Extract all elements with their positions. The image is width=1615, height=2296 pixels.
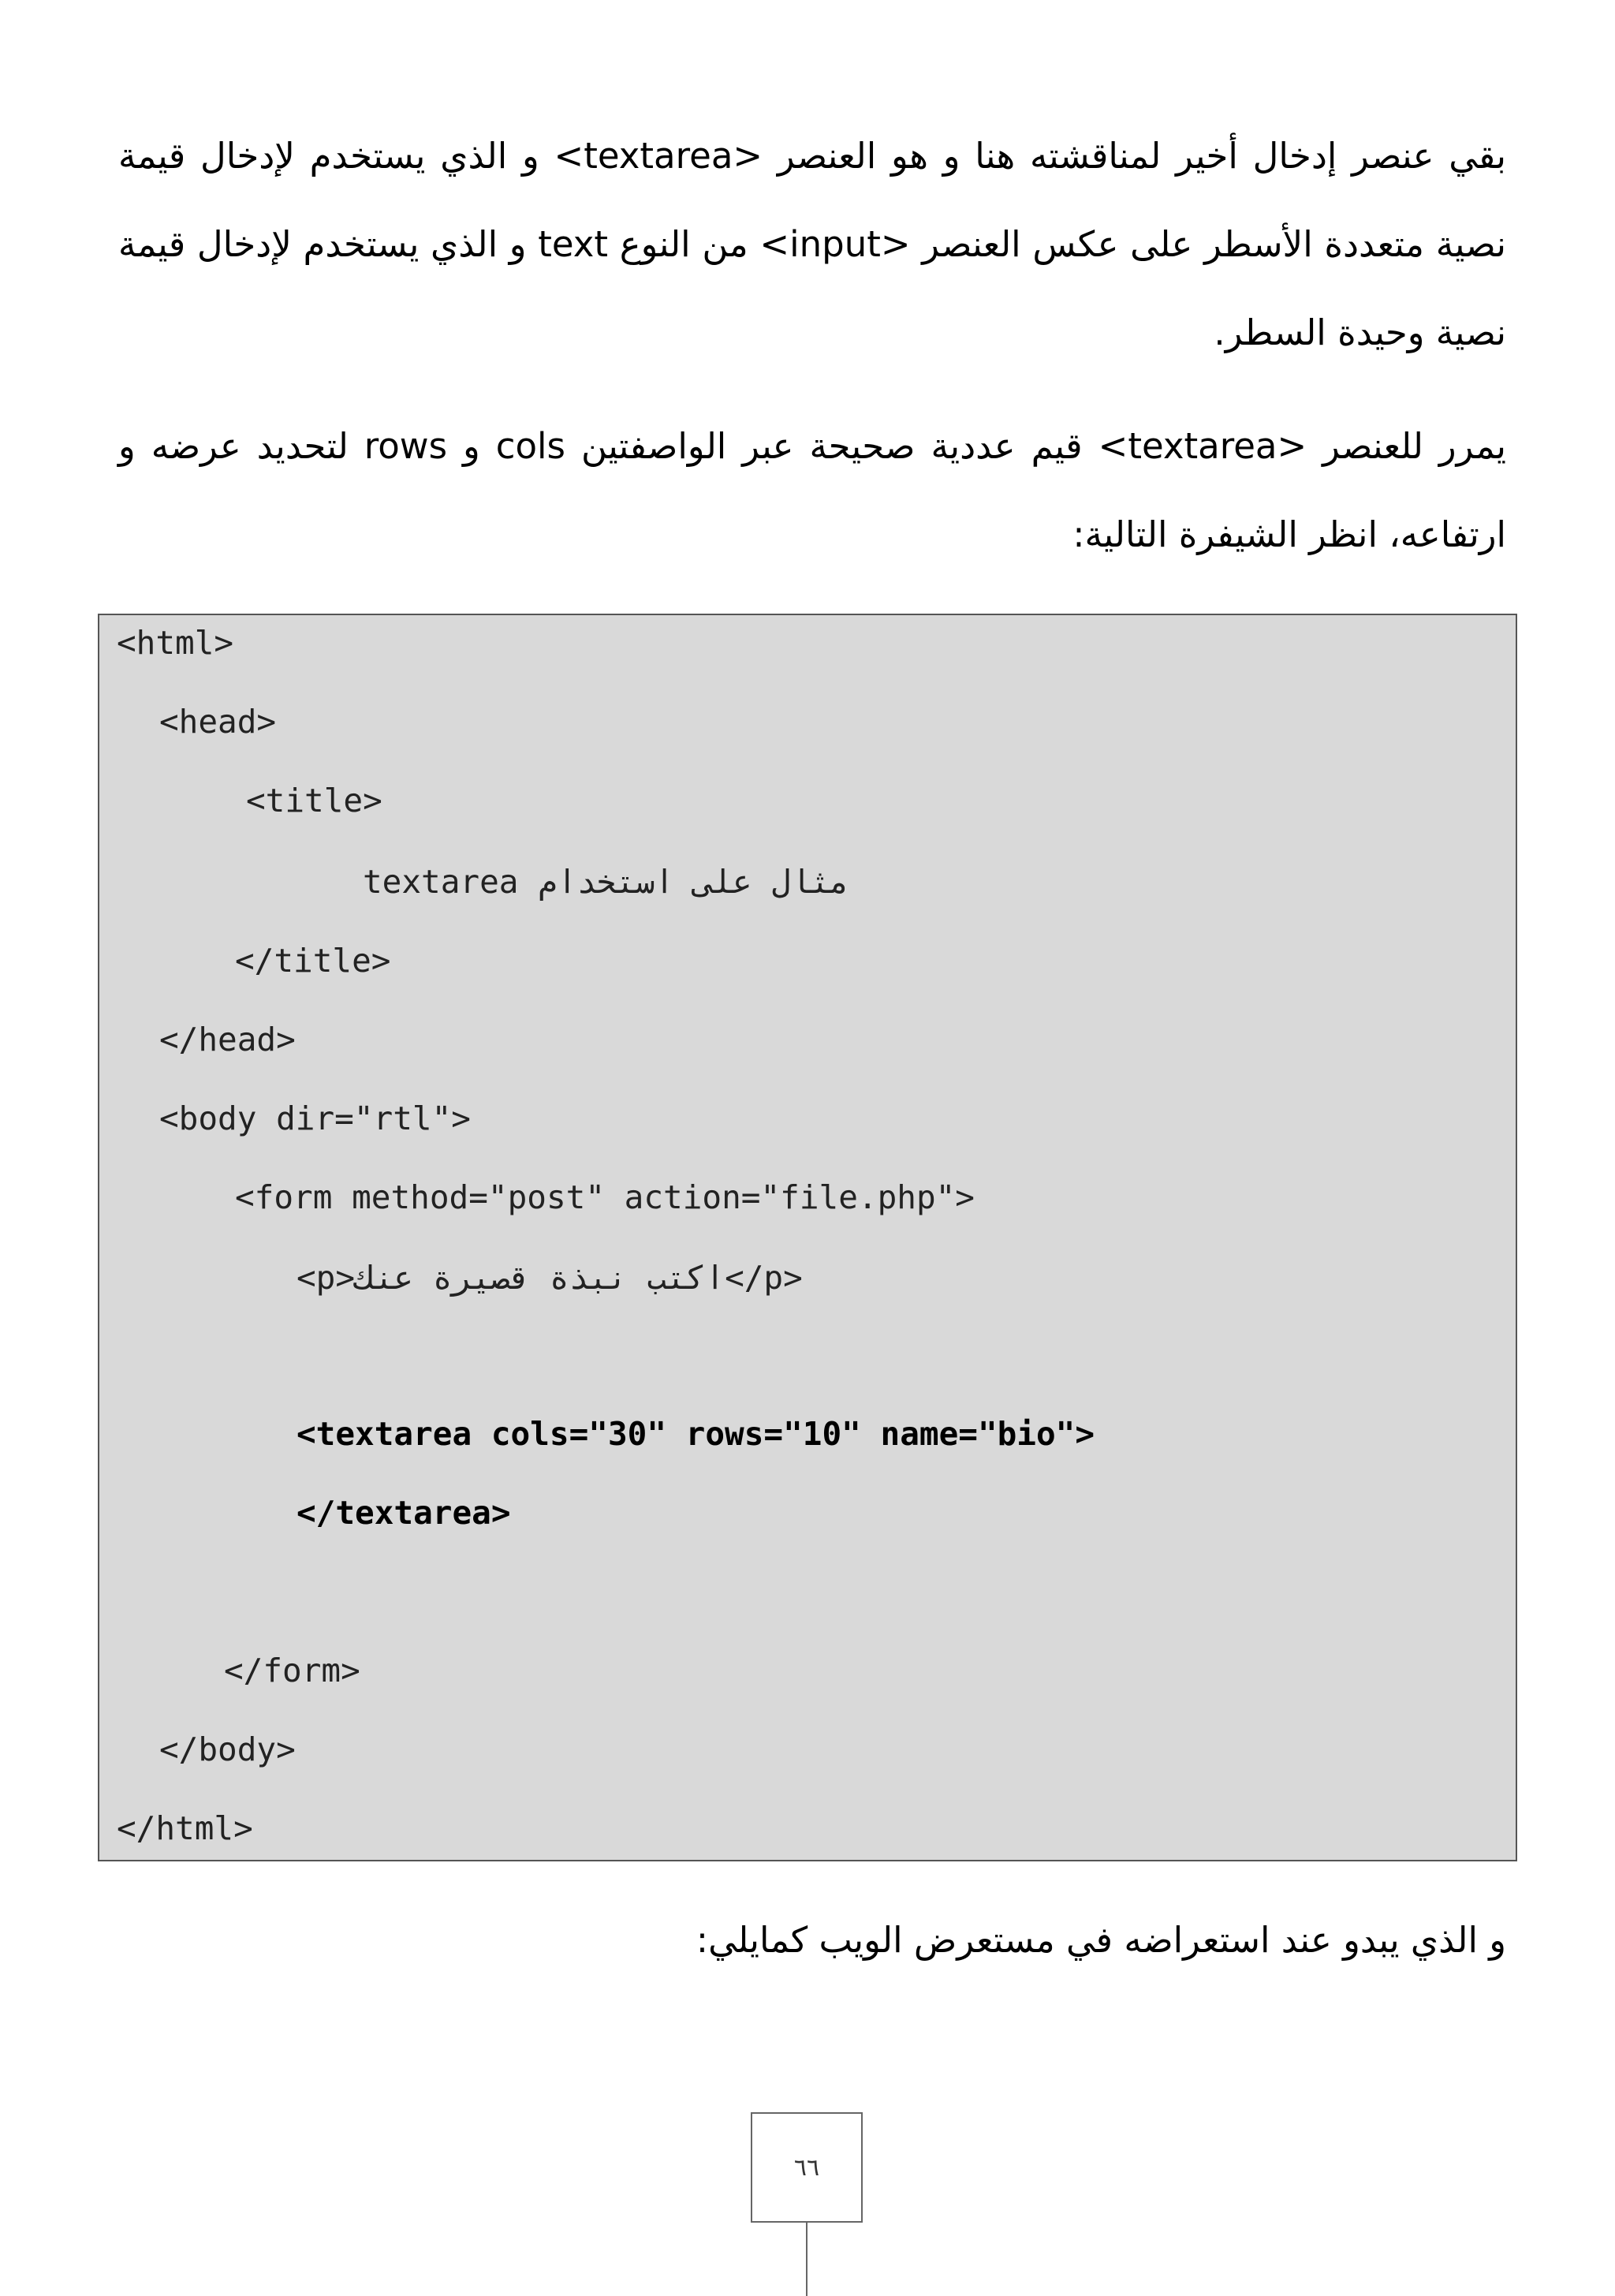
paragraph-line: نصية وحيدة السطر.	[1214, 312, 1506, 353]
paragraph-line: يمرر للعنصر <textarea> قيم عددية صحيحة عبر الواصفتين cols و rows لتحديد عرضه و	[118, 425, 1506, 467]
code-line: </body>	[159, 1730, 296, 1768]
paragraph-browser-view	[118, 1896, 1506, 1984]
paragraph-line: بقي عنصر إدخال أخير لمناقشته هنا و هو العنصر <textarea> و الذي يستخدم لإدخال قيمة	[118, 135, 1506, 177]
code-line: <p>اكتب نبذة قصيرة عنك</p>	[297, 1259, 803, 1297]
paragraph-line: ارتفاعه، انظر الشيفرة التالية:	[1072, 513, 1506, 555]
code-line: <form method="post" action="file.php">	[235, 1178, 975, 1216]
code-line: <body dir="rtl">	[159, 1099, 471, 1137]
code-line: <textarea cols="30" rows="10" name="bio">	[297, 1415, 1095, 1453]
code-line: <head>	[159, 703, 277, 741]
paragraph-line: نصية متعددة الأسطر على عكس العنصر <input> من النوع text و الذي يستخدم لإدخال قيمة	[118, 223, 1506, 265]
paragraph-line: و الذي يبدو عند استعراضه في مستعرض الويب كمايلي:	[696, 1919, 1506, 1961]
code-line: مثال على استخدام textarea	[363, 863, 850, 901]
code-line: </textarea>	[297, 1494, 511, 1532]
paragraph-intro	[118, 112, 1506, 377]
code-line: </title>	[235, 942, 391, 980]
page-number-connector-line	[806, 2223, 808, 2296]
code-line: <html>	[117, 624, 234, 662]
code-block	[98, 614, 1517, 1861]
code-line: </head>	[159, 1021, 296, 1058]
page-number-box	[751, 2112, 863, 2223]
code-line: <title>	[246, 782, 382, 819]
code-line: </html>	[117, 1809, 253, 1847]
paragraph-attributes	[118, 402, 1506, 579]
code-line: </form>	[224, 1652, 360, 1689]
page-number: ٦٦	[793, 2153, 820, 2182]
